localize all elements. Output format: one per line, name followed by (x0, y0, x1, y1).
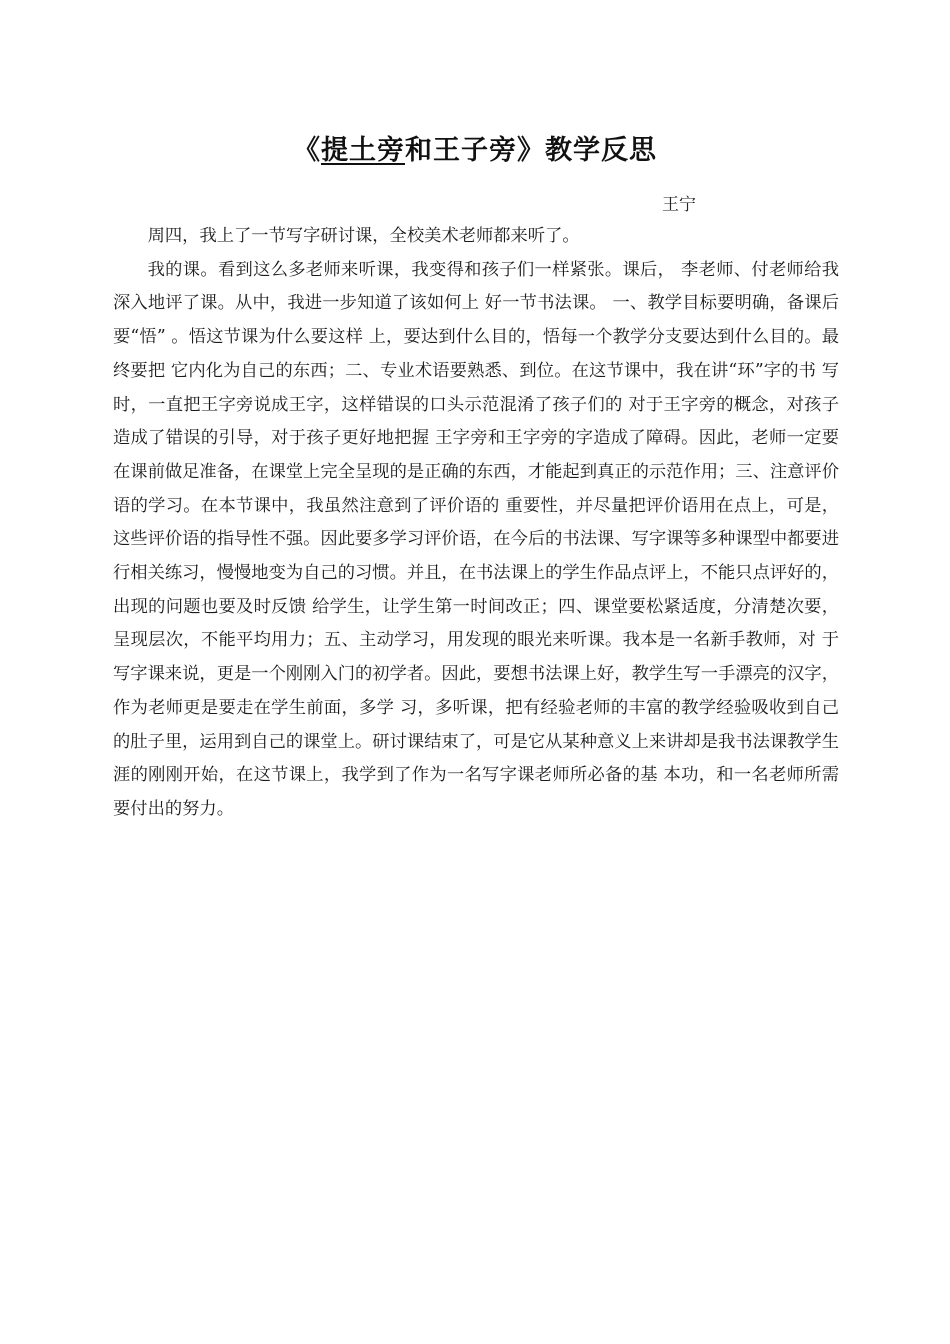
paragraph-1: 周四，我上了一节写字研讨课，全校美术老师都来听了。 (147, 226, 580, 246)
title-rest: 和王子旁》教学反思 (405, 135, 657, 166)
title-underlined-part: 提土旁 (321, 135, 405, 166)
author-name: 王宁 (662, 195, 696, 215)
document-title (0, 128, 950, 167)
document-body (113, 220, 839, 827)
paragraph-2: 我的课。看到这么多老师来听课，我变得和孩子们一样紧张。课后， 李老师、付老师给我深入地评了课。从中，我进一步知道了该如何上 好一节书法课。 一、教学目标要明确，备课后要“悟” 。悟这节课为什么要这样 上，要达到什么目的，悟每一个教学分支要达到什么目的。最终要把 它内化为自己的东西；二、专业术语要熟悉、到位。在这节课中，我在讲“环”字的书 写时，一直把王字旁说成王字，这样错误的口头示范混淆了孩子们的 对于王字旁的概念，对孩子造成了错误的引导，对于孩子更好地把握 王字旁和王字旁的字造成了障碍。因此，老师一定要在课前做足准备，在课堂上完全呈现的是正确的东西，才能起到真正的示范作用；三、注意评价语的学习。在本节课中，我虽然注意到了评价语的 重要性，并尽量把评价语用在点上，可是，这些评价语的指导性不强。因此要多学习评价语，在今后的书法课、写字课等多种课型中都要进行相关练习，慢慢地变为自己的习惯。并且，在书法课上的学生作品点评上，不能只点评好的，出现的问题也要及时反馈 给学生，让学生第一时间改正；四、课堂要松紧适度，分清楚次要，呈现层次，不能平均用力；五、主动学习，用发现的眼光来听课。我本是一名新手教师，对 于写字课来说，更是一个刚刚入门的初学者。因此，要想书法课上好，教学生写一手漂亮的汉字，作为老师更是要走在学生前面，多学 习，多听课，把有经验老师的丰富的教学经验吸收到自己的肚子里，运用到自己的课堂上。研讨课结束了，可是它从某种意义上来讲却是我书法课教学生涯的刚刚开始，在这节课上，我学到了作为一名写字课老师所必备的基 本功，和一名老师所需要付出的努力。 (113, 259, 839, 819)
title-prefix: 《 (293, 135, 321, 166)
